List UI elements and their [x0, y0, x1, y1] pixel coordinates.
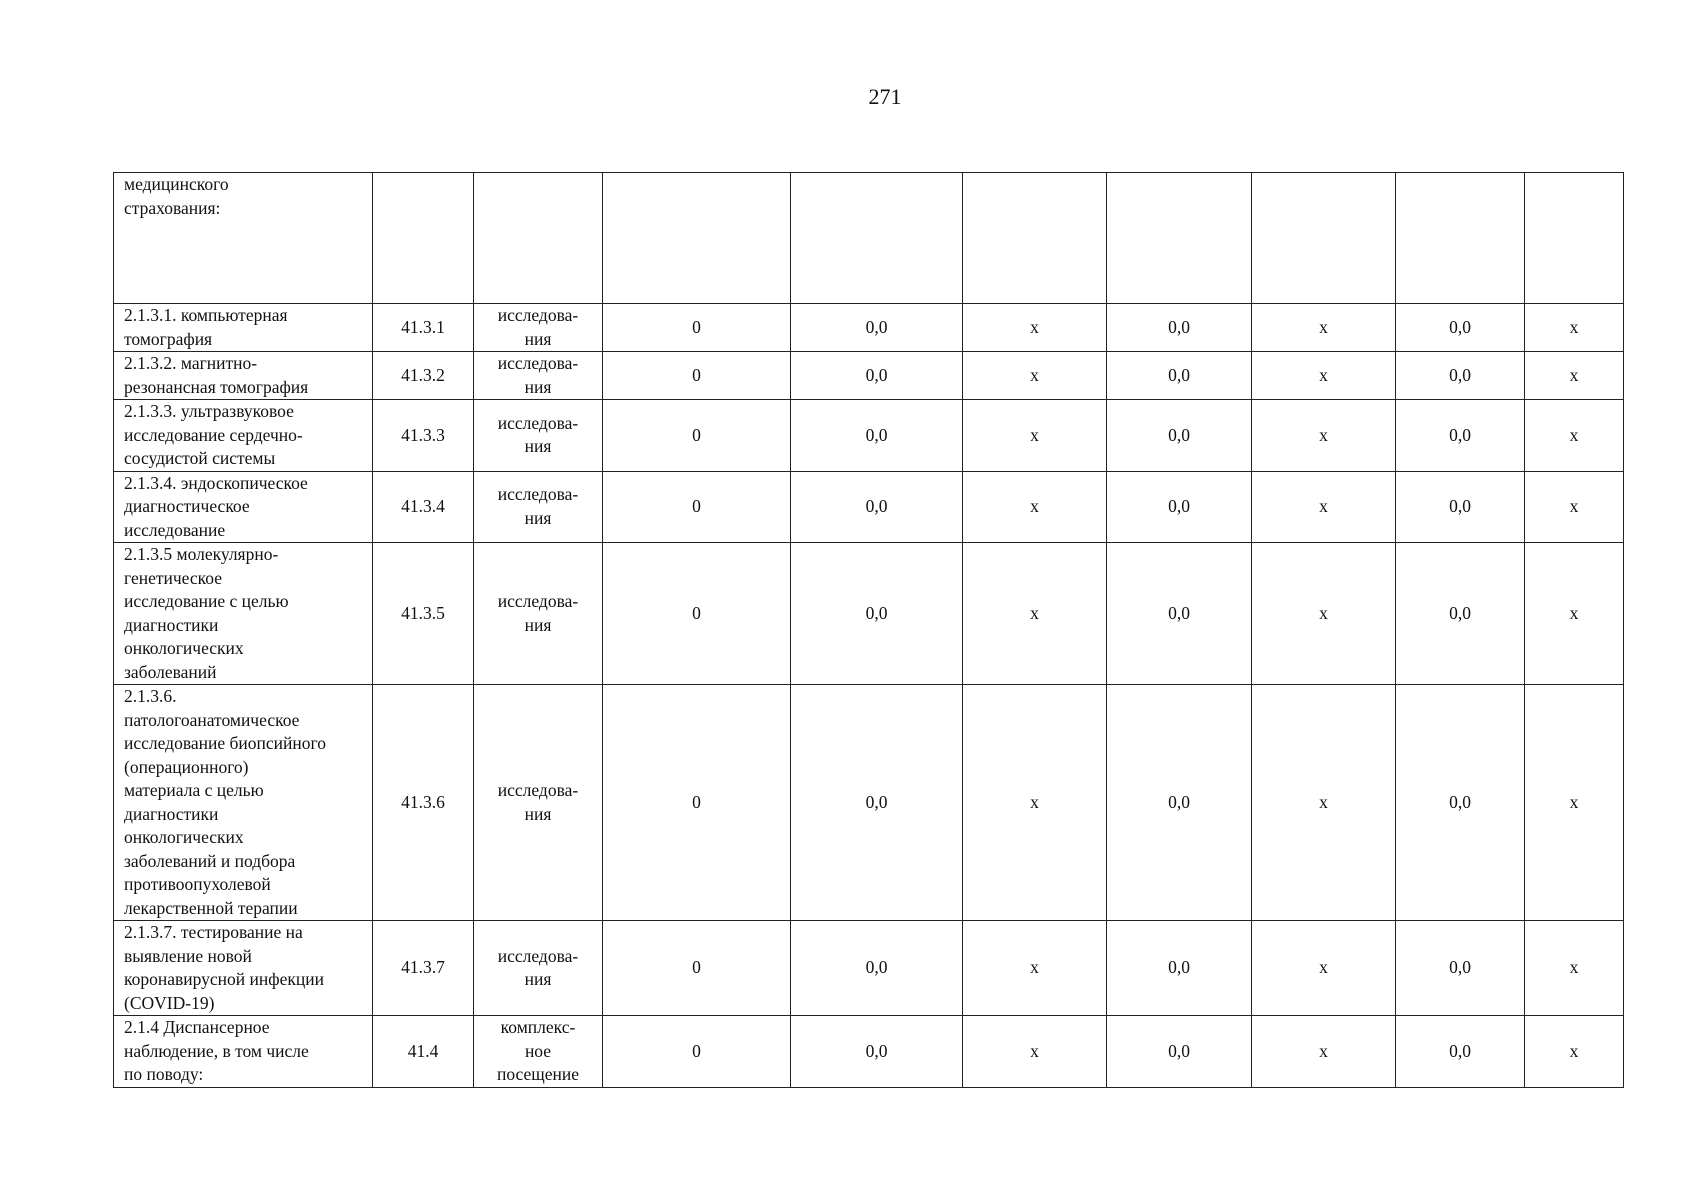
row-label: 2.1.3.4. эндоскопическое диагностическое исследование [124, 472, 308, 540]
table-cell [963, 685, 1107, 921]
value-col-6: х [1030, 316, 1039, 337]
unit-of-measure: исследова- ния [497, 780, 579, 824]
table-cell [373, 921, 474, 1016]
table-body [114, 173, 1624, 1088]
table-cell [963, 1016, 1107, 1088]
value-col-7: 0,0 [1168, 316, 1190, 337]
table-cell [1107, 1016, 1252, 1088]
value-col-4: 0 [692, 602, 701, 623]
table-cell [603, 685, 791, 921]
table-cell [474, 543, 603, 685]
unit-of-measure: исследова- ния [497, 945, 579, 989]
value-col-9: 0,0 [1449, 602, 1471, 623]
table-row [114, 471, 1624, 543]
table-cell [1252, 352, 1396, 400]
row-code: 41.3.2 [401, 364, 445, 385]
row-label: 2.1.4 Диспансерное наблюдение, в том числе по поводу: [124, 1017, 309, 1084]
table-cell [1525, 1016, 1624, 1088]
table-cell [963, 304, 1107, 352]
unit-of-measure: исследова- ния [497, 412, 579, 457]
table-cell [1525, 471, 1624, 543]
table-cell [474, 471, 603, 543]
table-cell [474, 352, 603, 400]
table-row [114, 685, 1624, 921]
table-cell [373, 173, 474, 304]
table-cell [1396, 685, 1525, 921]
table-cell [1107, 400, 1252, 472]
value-col-6: х [1030, 496, 1039, 516]
table-cell [373, 1016, 474, 1088]
table-row [114, 543, 1624, 685]
value-col-4: 0 [692, 496, 701, 516]
table-cell [1396, 400, 1525, 472]
table-cell [963, 471, 1107, 543]
value-col-8: х [1319, 316, 1328, 337]
table-cell [1525, 400, 1624, 472]
table-cell [791, 543, 963, 685]
table-cell [791, 1016, 963, 1088]
table-cell [373, 352, 474, 400]
value-col-5: 0,0 [865, 424, 888, 445]
table-cell [474, 1016, 603, 1088]
row-label: 2.1.3.1. компьютерная томография [124, 305, 288, 349]
table-cell [474, 685, 603, 921]
value-col-4: 0 [692, 316, 701, 337]
value-col-4: 0 [692, 424, 701, 445]
table-cell [963, 173, 1107, 304]
table-row [114, 304, 1624, 352]
table-cell [603, 400, 791, 472]
value-col-9: 0,0 [1449, 496, 1471, 516]
value-col-10: х [1569, 424, 1579, 445]
table-cell [963, 921, 1107, 1016]
value-col-9: 0,0 [1449, 364, 1471, 385]
row-code: 41.3.5 [401, 602, 445, 623]
value-col-6: х [1030, 1040, 1039, 1061]
table-cell [373, 685, 474, 921]
row-label: 2.1.3.3. ультразвуковое исследование сердечно- сосудистой системы [124, 401, 303, 468]
table-cell [1525, 685, 1624, 921]
value-col-6: х [1030, 424, 1039, 445]
value-col-4: 0 [692, 791, 701, 812]
table-cell [791, 471, 963, 543]
table-cell [603, 543, 791, 685]
value-col-10: х [1569, 1040, 1579, 1061]
unit-of-measure: исследова- ния [497, 591, 579, 635]
unit-of-measure: исследова- ния [497, 484, 579, 528]
table-cell [791, 173, 963, 304]
table-cell [1525, 304, 1624, 352]
value-col-8: х [1319, 1040, 1328, 1061]
table-cell [1396, 1016, 1525, 1088]
table-cell [603, 1016, 791, 1088]
table-cell [1396, 352, 1525, 400]
value-col-6: х [1030, 602, 1039, 623]
table-cell [1107, 352, 1252, 400]
table-cell [1252, 1016, 1396, 1088]
value-col-7: 0,0 [1168, 957, 1190, 978]
value-col-5: 0,0 [865, 316, 888, 337]
value-col-4: 0 [692, 957, 701, 978]
value-col-8: х [1319, 957, 1328, 978]
value-col-5: 0,0 [865, 602, 888, 623]
table-cell [1252, 173, 1396, 304]
table-cell [1525, 543, 1624, 685]
table-cell [114, 471, 373, 543]
table-cell [1252, 304, 1396, 352]
table-cell [373, 471, 474, 543]
table-cell [474, 921, 603, 1016]
value-col-10: х [1569, 496, 1579, 516]
table-cell [1107, 304, 1252, 352]
table-cell [1396, 304, 1525, 352]
data-table [113, 172, 1624, 1088]
value-col-7: 0,0 [1168, 1040, 1190, 1061]
value-col-7: 0,0 [1168, 496, 1190, 516]
table-row [114, 1016, 1624, 1088]
value-col-7: 0,0 [1168, 424, 1190, 445]
table-cell [114, 352, 373, 400]
value-col-9: 0,0 [1449, 957, 1471, 978]
row-code: 41.3.3 [401, 424, 445, 445]
table-cell [1107, 173, 1252, 304]
table-cell [603, 471, 791, 543]
table-cell [474, 173, 603, 304]
table-cell [1107, 685, 1252, 921]
table-cell [114, 921, 373, 1016]
table-cell [114, 1016, 373, 1088]
table-cell [1252, 471, 1396, 543]
table-cell [963, 400, 1107, 472]
table-cell [373, 543, 474, 685]
table-cell [791, 352, 963, 400]
table-cell [603, 352, 791, 400]
table-cell [373, 304, 474, 352]
value-col-8: х [1319, 602, 1328, 623]
unit-of-measure: исследова- ния [497, 305, 579, 349]
value-col-7: 0,0 [1168, 364, 1190, 385]
table-cell [1396, 543, 1525, 685]
value-col-9: 0,0 [1449, 424, 1471, 445]
table-cell [791, 685, 963, 921]
value-col-8: х [1319, 496, 1328, 516]
table-cell [1107, 921, 1252, 1016]
value-col-10: х [1569, 364, 1579, 385]
table-cell [1252, 685, 1396, 921]
value-col-10: х [1569, 316, 1579, 337]
value-col-6: х [1030, 364, 1039, 385]
table-cell [373, 400, 474, 472]
table-cell [1252, 400, 1396, 472]
table-cell [474, 400, 603, 472]
value-col-8: х [1319, 424, 1328, 445]
value-col-5: 0,0 [865, 791, 888, 812]
row-code: 41.3.4 [401, 496, 445, 516]
table-cell [114, 400, 373, 472]
row-label: 2.1.3.5 молекулярно- генетическое исследование с целью диагностики онкологических заболеваний [124, 544, 289, 682]
value-col-9: 0,0 [1449, 791, 1471, 812]
table-cell [1525, 352, 1624, 400]
table-cell [1107, 543, 1252, 685]
table-cell [1525, 173, 1624, 304]
value-col-6: х [1030, 957, 1039, 978]
table-cell [474, 304, 603, 352]
table-cell [1252, 543, 1396, 685]
row-label: 2.1.3.2. магнитно- резонансная томография [124, 353, 309, 397]
table-cell [114, 304, 373, 352]
row-label: 2.1.3.7. тестирование на выявление новой коронавирусной инфекции (COVID-19) [124, 922, 324, 1013]
row-code: 41.3.1 [401, 316, 445, 337]
value-col-8: х [1319, 791, 1328, 812]
value-col-4: 0 [692, 364, 701, 385]
table-row [114, 400, 1624, 472]
unit-of-measure: исследова- ния [497, 353, 579, 397]
table-row [114, 173, 1624, 304]
table-row [114, 921, 1624, 1016]
row-label: медицинского страхования: [124, 174, 229, 218]
table-cell [791, 921, 963, 1016]
table-row [114, 352, 1624, 400]
table-cell [963, 352, 1107, 400]
value-col-6: х [1030, 791, 1039, 812]
row-code: 41.4 [407, 1040, 439, 1061]
table-cell [791, 400, 963, 472]
value-col-7: 0,0 [1168, 602, 1190, 623]
table-cell [603, 173, 791, 304]
value-col-10: х [1569, 602, 1579, 623]
table-cell [603, 921, 791, 1016]
table-cell [791, 304, 963, 352]
table-cell [1396, 173, 1525, 304]
value-col-5: 0,0 [865, 957, 888, 978]
unit-of-measure: комплекс- ное посещение [496, 1017, 580, 1084]
value-col-7: 0,0 [1168, 791, 1190, 812]
table-cell [114, 685, 373, 921]
value-col-9: 0,0 [1449, 316, 1471, 337]
value-col-8: х [1319, 364, 1328, 385]
value-col-10: х [1569, 957, 1579, 978]
value-col-4: 0 [692, 1040, 701, 1061]
table-cell [1525, 921, 1624, 1016]
table-cell [1396, 471, 1525, 543]
row-code: 41.3.7 [401, 957, 445, 978]
table-cell [1396, 921, 1525, 1016]
row-label: 2.1.3.6. патологоанатомическое исследование биопсийного (операционного) материала с целью диагностики онкологических заболеваний и подбора противоопухолевой лекарственной терапии [124, 686, 326, 918]
table-cell [1252, 921, 1396, 1016]
table-cell [114, 543, 373, 685]
table-cell [603, 304, 791, 352]
value-col-10: х [1569, 791, 1579, 812]
table-cell [1107, 471, 1252, 543]
page-number: 271 [868, 84, 902, 109]
table-cell [963, 543, 1107, 685]
value-col-5: 0,0 [865, 1040, 888, 1061]
value-col-5: 0,0 [865, 496, 888, 516]
row-code: 41.3.6 [401, 791, 445, 812]
value-col-5: 0,0 [865, 364, 888, 385]
value-col-9: 0,0 [1449, 1040, 1471, 1061]
table-cell [114, 173, 373, 304]
